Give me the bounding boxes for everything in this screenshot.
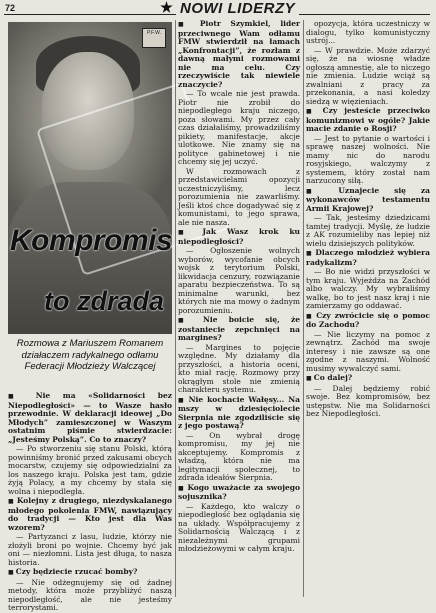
interview-question: ■ Czy jesteście przeciwko komunizmowi w ogóle? Jakie macie zdanie o Rosji?	[306, 107, 430, 134]
interview-answer: — On wybrał drogę kompromisu, my jej nie akceptujemy. Kompromis z władzą, która nie ma legitymacji społecznej, to zdrada ideałów Sierpnia.	[178, 430, 300, 482]
interview-answer: — Każdego, kto walczy o niepodległość bez oglądania się na układy. Współpracujemy z Solidarnością Walczącą i z niezależnymi grupami młodzieżowymi w całym kraju.	[178, 501, 300, 553]
star-icon	[160, 1, 173, 14]
interview-question: ■ Nie kochacie Wałęsy... Na mszy w dziesięciolecie Sierpnia nie zgodziliście się z jego postawą?	[178, 396, 300, 431]
headline-line-1: Kompromis	[10, 224, 173, 257]
interview-question: ■ Kogo uważacie za swojego sojusznika?	[178, 484, 300, 502]
interview-answer: — Jest to pytanie o wartości i sprawę naszej wolności. Nie mamy nic do narodu rosyjskiego, walczymy z systemem, który został nam narzucony siłą.	[306, 133, 430, 185]
column-divider-2	[303, 20, 304, 597]
page-number: 72	[5, 3, 16, 13]
interview-answer: — Dalej będziemy robić swoje. Bez kompromisów, bez ustępstw. Nie ma Solidarności bez Niepodległości.	[306, 383, 430, 418]
interview-answer: — Nie odżegnujemy się od żadnej metody, która może przybliżyć naszą niepodległość, ale nie jesteśmy terrorystami.	[8, 577, 172, 612]
column-divider-1	[175, 20, 176, 597]
magazine-title: NOWI LIDERZY	[176, 0, 299, 17]
interview-answer: — Partyzanci z lasu, ludzie, którzy nie złożyli broni po wojnie. Chcemy być jak oni — niezłomni. Lista jest długa, to nasza historia.	[8, 532, 172, 567]
interview-question: ■ Czy zwrócicie się o pomoc do Zachodu?	[306, 312, 430, 330]
interview-question: ■ Czy będziecie rzucać bomby?	[8, 568, 172, 578]
interview-answer: — To wcale nie jest prawda. Piotr nie zrobił do niepodległego kraju niczego, poza słowami. My przez cały czas działaliśmy, prowadziliśmy pikiety, manifestacje, akcje ulotkowe. Nie znamy się na polityce gabinetowej i nie chcemy się jej uczyć.	[178, 89, 300, 166]
interview-question: ■ Dlaczego młodzież wybiera radykalizm?	[306, 249, 430, 267]
interview-answer: — Bo nie widzi przyszłości w tym kraju. Wyjeżdża na Zachód albo walczy. My wybraliśmy walkę, bo to jest nasz kraj i nie zamierzamy go oddawać.	[306, 267, 430, 310]
interview-question: ■ Nie boicie się, że zostaniecie zepchnięci na margines?	[178, 316, 300, 343]
interview-question: ■ Kolejny z drugiego, niezdyskalanego młodego pokolenia FMW, nawiązujący do tradycji — Kto jest dla Was wzorem?	[8, 497, 172, 532]
interview-answer: — Margines to pojęcie względne. My działamy dla przyszłości, a historia oceni, kto miał rację. Rozmowy przy okrągłym stole nie zmienią charakteru systemu.	[178, 342, 300, 394]
headline-line-2: to zdrada	[44, 286, 165, 316]
article-column-1	[8, 391, 173, 612]
fmw-stamp: P.F.W.	[142, 28, 166, 48]
interview-question: ■ Jak Wasz krok ku niepodległości?	[178, 228, 300, 246]
interview-answer: W rozmowach z przedstawicielami opozycji uczestniczyliśmy, lecz porozumienia nie zawarliśmy. Jeśli ktoś chce dogadywać się z komunistami, to jego sprawa, ale nie nasza.	[178, 166, 300, 227]
interview-question: ■ Nie ma «Solidarności bez Niepodległości» — to Wasze hasło przewodnie. W deklaracji ideowej „Do Młodych” zamieszczonej w Waszym ostatnim piśmie stwierdzacie: „Jesteśmy Polską”. Co to znaczy?	[8, 392, 172, 444]
article-column-3	[306, 20, 430, 597]
interview-question: ■ Co dalej?	[306, 374, 430, 384]
article-deck: Rozmowa z Mariuszem Romanem działaczem radykalnego odłamu Federacji Młodzieży Walczącej	[16, 338, 164, 373]
interview-answer: — Nie liczymy na pomoc z zewnątrz. Zachód ma swoje interesy i nie zawsze są one zgodne z naszymi. Wolność musimy wywalczyć sami.	[306, 329, 430, 373]
interview-answer: — Tak, jesteśmy dziedzicami tamtej tradycji. Myślę, że ludzie z AK rozumieliby nas lepiej niż wielu dzisiejszych polityków.	[306, 213, 430, 248]
interview-answer: — Ogłoszenie wolnych wyborów, wycofanie obcych wojsk z terytorium Polski, likwidacja cenzury, rozwiązanie aparatu bezpieczeństwa. To są minimalne warunki, bez których nie ma mowy o żadnym porozumieniu.	[178, 246, 300, 315]
interview-answer: opozycja, która uczestniczy w dialogu, tylko komunistyczny ustrój...	[306, 19, 430, 45]
interview-question: ■ Uznajecie się za wykonawców testamentu Armii Krajowej?	[306, 187, 430, 214]
article-column-2	[178, 20, 300, 597]
interview-question: ■ Piotr Szymkiel, lider przeciwnego Wam odłamu FMW stwierdził na łamach „Konfrontacji”, że rozłam z dawną małymi rozmowami nie ma celu. Czy rzeczywiście tak niewiele znaczycie?	[178, 20, 300, 89]
interview-answer: — W prawdzie. Może zdarzyć się, że na wiosnę władze ogłoszą amnestię, ale to niczego nie zmienia. Ludzie wciąż są zwalniani z pracy za przekonania, a nasi koledzy siedzą w więzieniach.	[306, 45, 430, 106]
interview-answer: — Po stworzeniu się stanu Polski, którą powinniśmy bronić przed zakusami obcych mocarstw, czujemy się odpowiedzialni za los naszego kraju. Polska jest tam, gdzie żyją Polacy, a my chcemy by stała się wolna i niepodległa.	[8, 444, 172, 496]
